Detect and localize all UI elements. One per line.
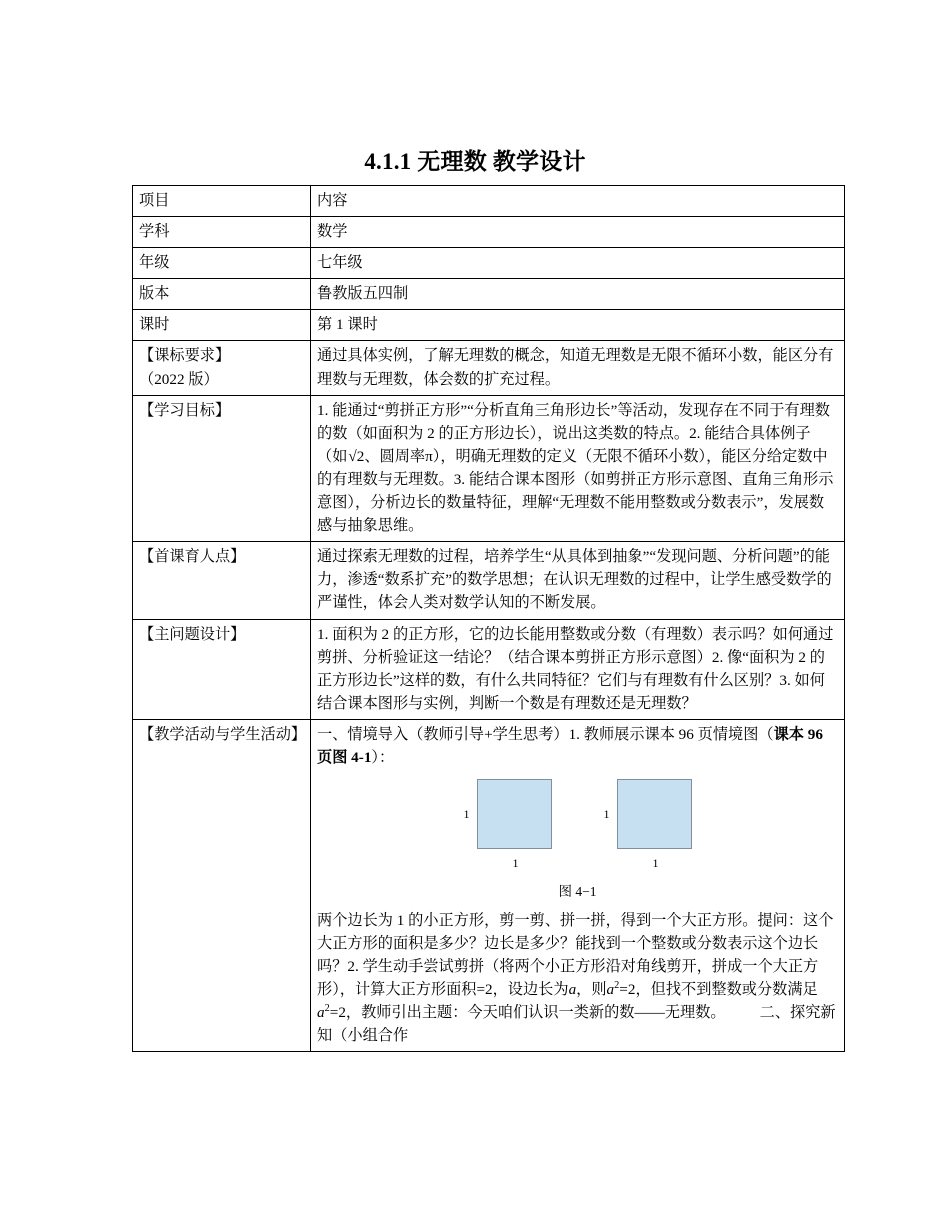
figure-caption: 图 4−1 <box>558 884 597 900</box>
square-right-bottom-label: 1 <box>652 856 659 871</box>
row-label-main-questions: 【主问题设计】 <box>133 619 311 719</box>
table-row <box>133 279 845 310</box>
table-row <box>133 719 845 1052</box>
row-label-activities: 【教学活动与学生活动】 <box>133 719 311 1052</box>
activity-intro-before: 一、情境导入（教师引导+学生思考）1. 教师展示课本 96 页情境图（ <box>317 725 774 743</box>
variable-a-2: a <box>606 981 615 999</box>
table-row <box>133 310 845 341</box>
variable-a-3: a <box>317 1004 325 1022</box>
row-label-subject: 学科 <box>133 217 311 248</box>
activity-body-part4: =2，教师引出主题：今天咱们认识一类新的数——无理数。 <box>329 1004 726 1022</box>
table-row <box>133 395 845 542</box>
lesson-plan-table <box>132 185 845 1052</box>
exponent-2-a: 2 <box>614 980 620 992</box>
row-label-edition: 版本 <box>133 279 311 310</box>
row-value-objectives <box>311 395 845 542</box>
activity-intro-paragraph <box>317 723 838 769</box>
objectives-text-part2: 、圆周率π），明确无理数的定义（无限不循环小数），能区分给定数中的有理数与无理数。3. 能结合课本图形（如剪拼正方形示意图、直角三角形示意图），分析边长的数量特征，理解“无理数不能用整数或分数表示”，发展数感与抽象思维。 <box>317 447 834 535</box>
square-shape-left <box>477 779 552 849</box>
square-unit-left <box>464 779 552 872</box>
activity-intro-bold-ref: 课本 96 页图 4-1 <box>317 725 823 766</box>
activity-intro-after: ）： <box>371 748 395 766</box>
square-right-side-label: 1 <box>603 806 610 821</box>
row-value-grade: 七年级 <box>311 248 845 279</box>
row-label-grade: 年级 <box>133 248 311 279</box>
activity-body-part3: =2，但找不到整数或分数满足 <box>619 981 818 999</box>
page-title: 4.1.1 无理数 教学设计 <box>364 149 586 174</box>
row-label-standard <box>133 341 311 395</box>
row-value-subject: 数学 <box>311 217 845 248</box>
row-label-period: 课时 <box>133 310 311 341</box>
square-shape-right <box>617 779 692 849</box>
standard-label-line1: 【课标要求】 <box>139 347 231 365</box>
figure-4-1 <box>317 779 838 903</box>
row-value-standard: 通过具体实例，了解无理数的概念，知道无理数是无限不循环小数，能区分有理数与无理数，体会数的扩充过程。 <box>311 341 845 395</box>
table-row <box>133 248 845 279</box>
table-row <box>133 341 845 395</box>
activity-body-paragraph <box>317 909 838 1048</box>
row-label-item: 项目 <box>133 186 311 217</box>
square-left-bottom-label: 1 <box>512 856 519 871</box>
squares-diagram <box>317 779 838 872</box>
standard-label-line2: （2022 版） <box>139 370 219 388</box>
row-value-period: 第 1 课时 <box>311 310 845 341</box>
square-left-side-label: 1 <box>463 806 470 821</box>
square-right-inner <box>604 779 692 849</box>
table-row <box>133 186 845 217</box>
row-value-activities <box>311 719 845 1052</box>
table-row <box>133 542 845 619</box>
row-value-moral-education: 通过探索无理数的过程，培养学生“从具体到抽象”“发现问题、分析问题”的能力，渗透“数系扩充”的数学思想；在认识无理数的过程中，让学生感受数学的严谨性，体会人类对数学认知的不断发展。 <box>311 542 845 619</box>
row-value-main-questions: 1. 面积为 2 的正方形，它的边长能用整数或分数（有理数）表示吗？如何通过剪拼、分析验证这一结论？（结合课本剪拼正方形示意图）2. 像“面积为 2 的正方形边长”这样的数，有什么共同特征？它们与有理数有什么区别？3. 如何结合课本图形与实例，判断一个数是有理数还是无理数？ <box>311 619 845 719</box>
activity-body-part2: ，则 <box>576 981 607 999</box>
row-value-item: 内容 <box>311 186 845 217</box>
square-left-inner <box>464 779 552 849</box>
variable-a-1: a <box>568 981 577 999</box>
row-value-edition: 鲁教版五四制 <box>311 279 845 310</box>
sqrt-two-symbol: √2 <box>348 447 365 465</box>
square-unit-right <box>604 779 692 872</box>
exponent-2-b: 2 <box>324 1003 330 1015</box>
row-label-objectives: 【学习目标】 <box>133 395 311 542</box>
table-row <box>133 619 845 719</box>
activity-body-part1: 两个边长为 1 的小正方形，剪一剪、拼一拼，得到一个大正方形。提问：这个大正方形的面积是多少？边长是多少？能找到一个整数或分数表示这个边长吗？2. 学生动手尝试剪拼（将两个小正方形沿对角线剪开，拼成一个大正方形），计算大正方形面积=2，设边长为 <box>317 911 834 999</box>
table-row <box>133 217 845 248</box>
row-label-moral-education: 【首课育人点】 <box>133 542 311 619</box>
objectives-text-part1: 1. 能通过“剪拼正方形”“分析直角三角形边长”等活动，发现存在不同于有理数的数（如面积为 2 的正方形边长），说出这类数的特点。2. 能结合具体例子（如 <box>317 401 830 465</box>
activity-body-part5: 二、探究新知（小组合作 <box>317 1004 836 1045</box>
